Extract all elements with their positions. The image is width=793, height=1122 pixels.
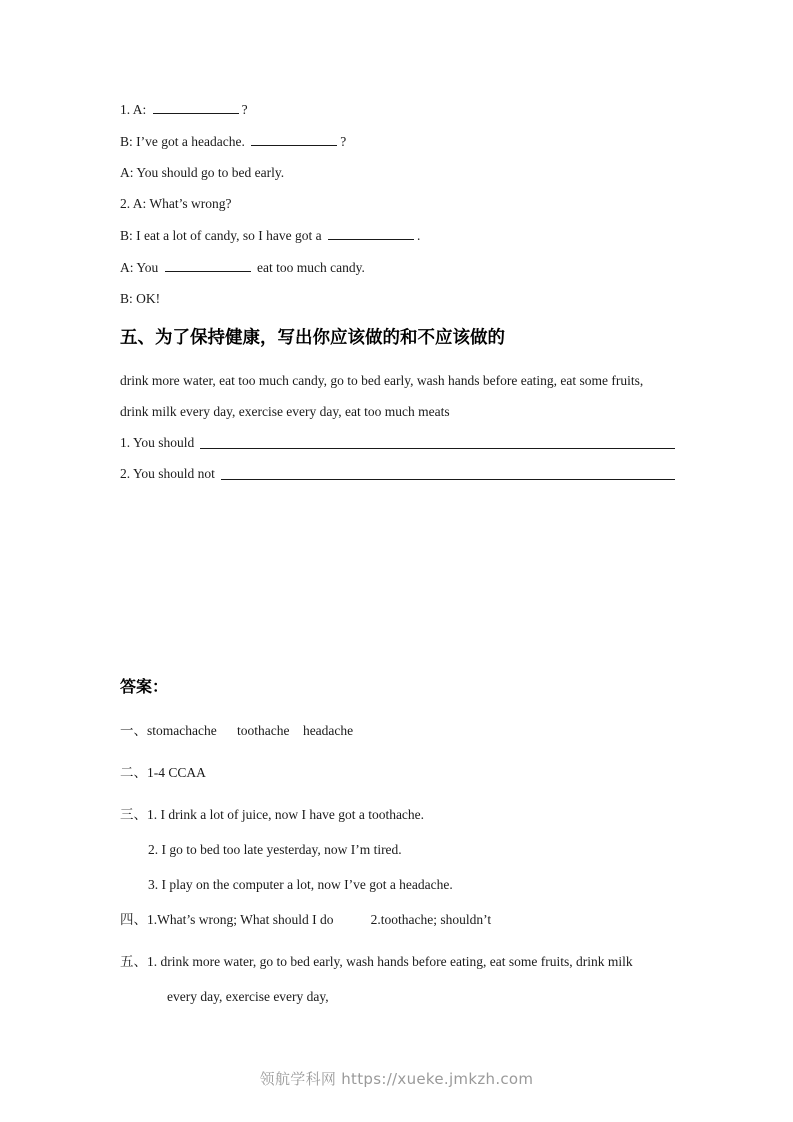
text-segment: . — [416, 228, 421, 243]
blank-underline — [251, 132, 337, 146]
text-line — [120, 195, 675, 213]
word-bank-line: drink milk every day, exercise every day, eat too much meats — [120, 404, 450, 419]
answers-heading: 答案： — [120, 677, 169, 696]
answer-line: every day, exercise every day, — [167, 989, 329, 1004]
footer-watermark: 领航学科网 https://xueke.jmkzh.com — [259, 1070, 534, 1088]
page-content — [120, 100, 675, 1006]
word-bank-line: drink more water, eat too much candy, go to bed early, wash hands before eating, eat some fruits, — [120, 373, 644, 388]
text-segment: ? — [241, 102, 248, 117]
answer-line: 四、1.What’s wrong; What should I do 2.toothache; shouldn’t — [120, 912, 492, 927]
text-segment: A: You should go to bed early. — [120, 165, 285, 180]
blank-underline — [153, 100, 239, 114]
word-bank — [120, 372, 675, 421]
text-line — [120, 465, 675, 483]
blank-underline — [328, 226, 414, 240]
text-segment: 1. A: — [120, 102, 150, 117]
text-segment: ? — [340, 134, 347, 149]
text-line — [120, 100, 675, 119]
blank-underline — [200, 447, 675, 449]
answer-line: 五、1. drink more water, go to bed early, wash hands before eating, eat some fruits, drink milk — [120, 954, 633, 969]
text-segment: B: I’ve got a headache. — [120, 134, 249, 149]
answer-line: 3. I play on the computer a lot, now I’ve got a headache. — [148, 877, 453, 892]
section5-questions — [120, 434, 675, 483]
answer-line: 2. I go to bed too late yesterday, now I’m tired. — [148, 842, 402, 857]
text-segment: 1. You should — [120, 435, 195, 450]
section5-heading: 五、为了保持健康，写出你应该做的和不应该做的 — [120, 328, 505, 348]
text-line — [120, 290, 675, 308]
text-segment: A: You — [120, 260, 162, 275]
answer-line: 一、stomachache toothache headache — [120, 723, 354, 738]
text-line — [120, 132, 675, 151]
text-segment: B: I eat a lot of candy, so I have got a — [120, 228, 325, 243]
text-line — [120, 164, 675, 182]
text-line — [120, 434, 675, 452]
answer-line: 二、1-4 CCAA — [120, 765, 206, 780]
answer-line: 三、1. I drink a lot of juice, now I have got a toothache. — [120, 807, 425, 822]
text-segment: B: OK! — [120, 291, 161, 306]
text-segment: 2. A: What’s wrong? — [120, 196, 232, 211]
text-line — [120, 226, 675, 245]
blank-underline — [165, 258, 251, 272]
answers-list — [120, 722, 675, 1006]
text-line — [120, 258, 675, 277]
blank-underline — [221, 478, 675, 480]
dialogue-exercise — [120, 100, 675, 308]
text-segment: 2. You should not — [120, 466, 215, 481]
text-segment: eat too much candy. — [253, 260, 365, 275]
